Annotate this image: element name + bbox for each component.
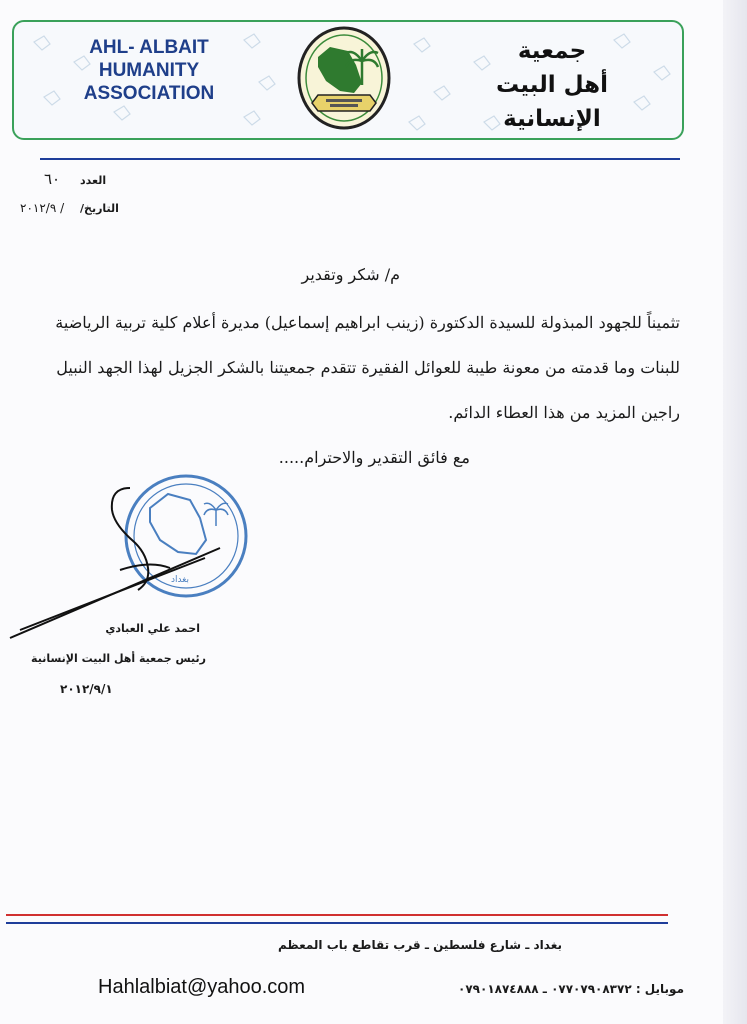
iraq-map-palm-emblem-icon [296,25,392,131]
english-name-line-1: AHL- ALBAIT [89,37,209,58]
association-english-name [64,36,234,105]
signature-date: ٢٠١٢/٩/١ [60,682,113,696]
arabic-name-line-2: أهل البيت الإنسانية [495,72,608,132]
footer-email: Hahlalbiat@yahoo.com [98,976,306,998]
reference-number-label: العدد [80,174,107,187]
association-arabic-name [462,34,642,136]
date-label: التاريخ/ [80,202,119,215]
footer-phones: موبايل : ٠٧٧٠٧٩٠٨٣٧٢ ـ ٠٧٩٠١٨٧٤٨٨٨ [458,982,684,996]
letter-body: تثميناً للجهود المبذولة للسيدة الدكتورة (زينب ابراهيم إسماعيل) مديرة أعلام كلية تربية الرياضية للبنات وما قدمته من معونة طيبة للعوائل الفقيرة تتقدم جمعيتنا بالشكر الجزيل لهذا الجهد النبيل راجين المزيد من هذا العطاء الدائم. [55,313,680,422]
header-divider [40,158,680,160]
reference-number-value: ٦٠ [44,170,61,188]
svg-text:بغداد: بغداد [170,575,190,585]
letterhead [12,20,684,140]
footer-address: بغداد ـ شارع فلسطين ـ قرب تقاطع باب المعظم [277,938,562,952]
signer-name: احمد علي العبادي [105,622,200,635]
round-stamp-icon [126,476,246,596]
english-name-line-2: HUMANITY [98,60,200,81]
date-value: ٢٠١٢/٩ / [20,201,65,215]
footer-rule-red [6,914,668,916]
english-name-line-3: ASSOCIATION [83,83,215,104]
letter-closing: مع فائق التقدير والاحترام..... [278,448,470,467]
page-edge-shadow [723,0,747,1024]
arabic-name-line-1: جمعية [517,38,587,64]
signer-title: رئيس جمعية أهل البيت الإنسانية [31,652,206,665]
footer-rule-blue [6,922,668,924]
letter-subject: م/ شكر وتقدير [301,265,400,284]
handwritten-signature-icon [10,488,220,638]
